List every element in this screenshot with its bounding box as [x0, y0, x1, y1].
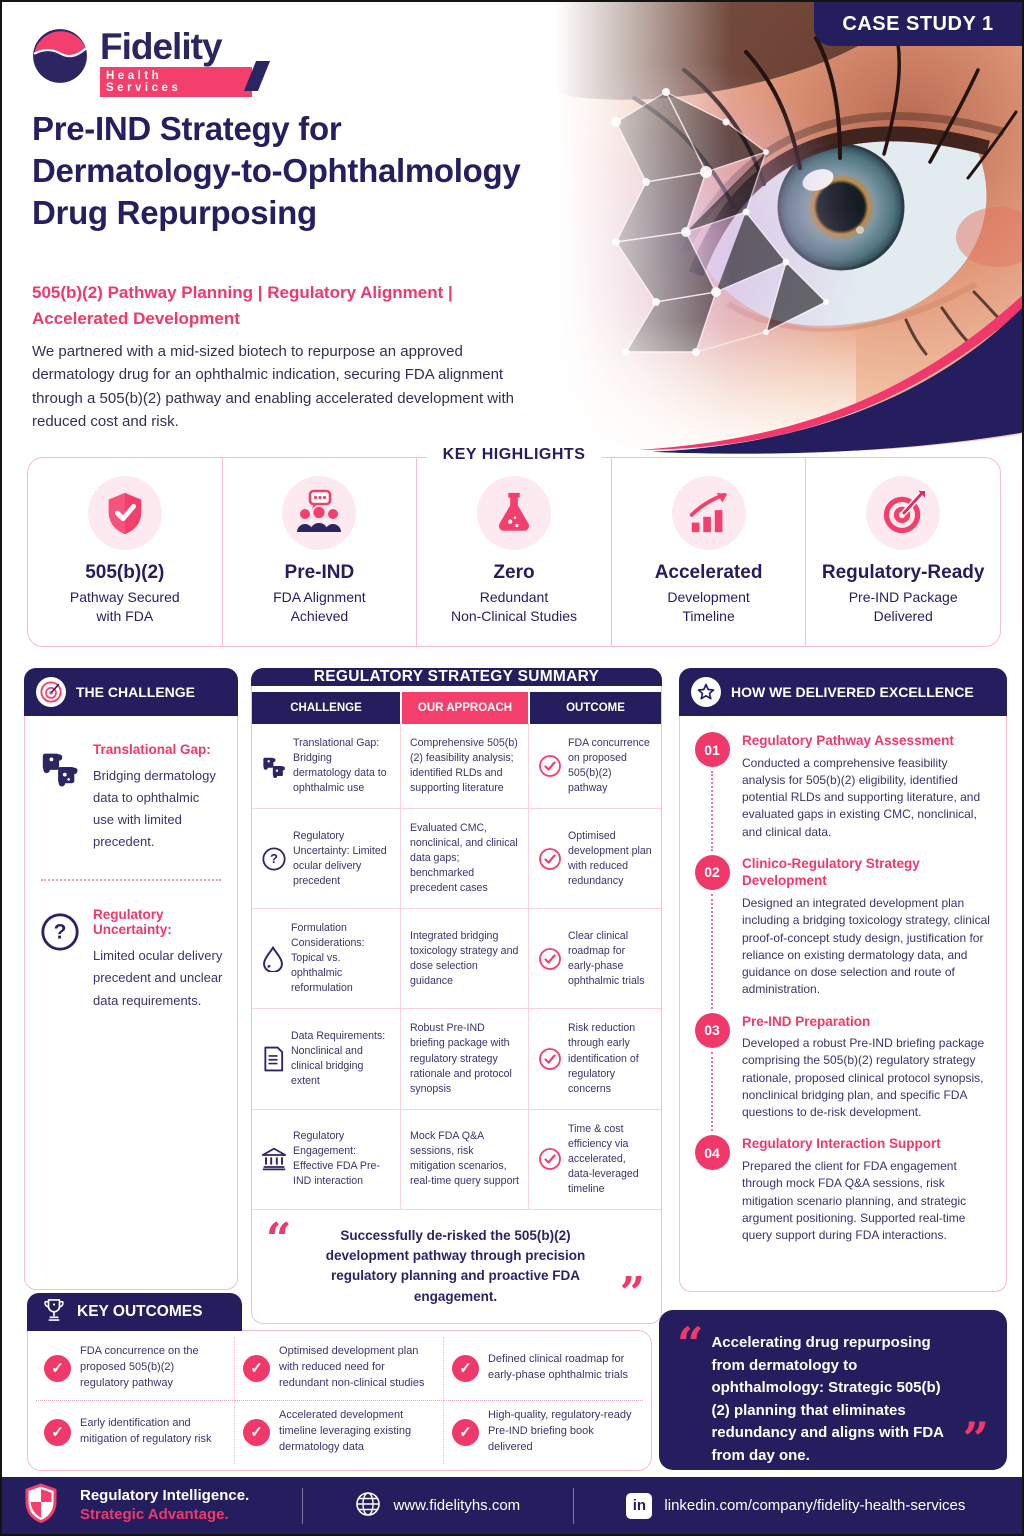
table-row: ? Regulatory Uncertainty: Limited ocular delivery precedent Evaluated CMC, nonclinical, and clinical data gaps; benchmarked precedent cases Optimised development plan with reduced redundancy [252, 809, 661, 909]
check-icon: ✓ [243, 1419, 270, 1446]
table-header-row [252, 692, 661, 724]
dotted-divider [41, 879, 221, 881]
logo-mark-icon [32, 28, 88, 89]
open-quote-icon: “ [677, 1317, 704, 1371]
page-subtitle: 505(b)(2) Pathway Planning | Regulatory Alignment | Accelerated Development [32, 283, 453, 328]
highlight-regulatory-ready: Regulatory-Ready Pre-IND Package Delivered [805, 458, 1000, 646]
check-icon: ✓ [44, 1419, 71, 1446]
check-icon: ✓ [452, 1419, 479, 1446]
footer-tagline: Regulatory Intelligence. Strategic Advantage. [80, 1486, 250, 1523]
close-quote-icon: ” [619, 1267, 645, 1319]
close-quote-icon: ” [962, 1412, 989, 1467]
flask-icon [477, 476, 551, 550]
table-row: Data Requirements: Nonclinical and clinical bridging extent Robust Pre-IND briefing package with regulatory strategy rationale and protocol synopsis Risk reduction through early identification of regulatory concerns [252, 1009, 661, 1109]
check-circle-icon [538, 847, 562, 871]
check-icon: ✓ [452, 1355, 479, 1382]
svg-text:?: ? [53, 921, 67, 945]
footer-divider [302, 1488, 303, 1524]
company-logo [32, 28, 252, 97]
puzzle-icon [39, 742, 83, 853]
outcome-item: ✓ High-quality, regulatory-ready Pre-IND briefing book delivered [444, 1401, 643, 1465]
excellence-step-3: 03 Pre-IND Preparation Developed a robust Pre-IND briefing package comprising the 505(b)(2) regulatory strategy rationale, proposed clinical protocol synopsis, nonclinical bridging plan, and specific FDA questions to de-risk development. [694, 1013, 992, 1136]
key-outcomes-header: KEY OUTCOMES [27, 1293, 242, 1331]
check-icon: ✓ [44, 1355, 71, 1382]
highlight-505b2: 505(b)(2) Pathway Secured with FDA [28, 458, 222, 646]
col-outcome: OUTCOME [528, 692, 661, 724]
challenge-title: THE CHALLENGE [76, 684, 195, 700]
excellence-step-4: 04 Regulatory Interaction Support Prepared the client for FDA engagement through mock FDA Q&A sessions, risk mitigation scenario planning, and strategic argument positioning. Supported real-time query support during FDA interactions. [694, 1135, 992, 1258]
intro-paragraph: We partnered with a mid-sized biotech to repurpose an approved dermatology drug for an ophthalmic indication, securing FDA alignment through a 505(b)(2) pathway and enabling accelerated development with reduced cost and risk. [32, 343, 514, 430]
excellence-section [679, 668, 1007, 1292]
target-icon [866, 476, 940, 550]
table-row: Translational Gap: Bridging dermatology data to ophthalmic use Comprehensive 505(b)(2) feasibility analysis; identified RLDs and supporting literature FDA concurrence on proposed 505(b)(2) pathway [252, 724, 661, 809]
col-challenge: CHALLENGE [252, 692, 400, 724]
document-icon [261, 1046, 285, 1072]
challenge-section [24, 668, 238, 1290]
trophy-icon [43, 1298, 65, 1327]
droplet-icon [261, 946, 285, 972]
growth-chart-icon [672, 476, 746, 550]
key-highlights-section [27, 446, 1001, 647]
footer [2, 1477, 1022, 1534]
strategy-summary-header: REGULATORY STRATEGY SUMMARY [251, 668, 662, 686]
puzzle-icon [261, 753, 287, 779]
challenge-item-translational-gap: Translational Gap: Bridging dermatology data to ophthalmic use with limited precedent. [39, 742, 223, 853]
shield-check-icon [88, 476, 162, 550]
target-ring-icon [36, 677, 66, 707]
people-chat-icon [282, 476, 356, 550]
check-circle-icon [538, 947, 562, 971]
star-icon [691, 677, 721, 707]
logo-tagline: Health Services [100, 67, 252, 97]
logo-name: Fidelity [100, 26, 222, 67]
closing-quote: “ Accelerating drug repurposing from dermatology to ophthalmology: Strategic 505(b)(2) planning that eliminates redundancy and aligns with FDA from day one. ” [659, 1310, 1007, 1470]
footer-linkedin[interactable]: in linkedin.com/company/fidelity-health-services [626, 1493, 965, 1519]
check-circle-icon [538, 1047, 562, 1071]
svg-text:?: ? [270, 850, 278, 866]
logo-slash-decor [244, 61, 270, 91]
check-icon: ✓ [243, 1355, 270, 1382]
page-title: Pre-IND Strategy for Dermatology-to-Ophthalmology Drug Repurposing [32, 110, 521, 232]
table-row: Regulatory Engagement: Effective FDA Pre-IND interaction Mock FDA Q&A sessions, risk mitigation scenarios, real-time query support Time & cost efficiency via accelerated, data-leveraged timeline [252, 1110, 661, 1210]
shield-icon [24, 1483, 58, 1528]
outcome-item: ✓ Defined clinical roadmap for early-phase ophthalmic trials [444, 1337, 643, 1401]
check-circle-icon [538, 754, 562, 778]
challenge-item-regulatory-uncertainty: ? Regulatory Uncertainty: Limited ocular delivery precedent and unclear data requirements. [39, 907, 223, 1011]
footer-divider [573, 1488, 574, 1524]
col-approach: OUR APPROACH [400, 692, 528, 724]
bank-icon [261, 1147, 287, 1171]
excellence-title: HOW WE DELIVERED EXCELLENCE [731, 684, 974, 700]
excellence-step-2: 02 Clinico-Regulatory Strategy Development Designed an integrated development plan including a bridging toxicology strategy, clinical proof-of-concept study design, justification for reliance on existing dermatology data, and guidance on dose selection and route of administration. [694, 855, 992, 1013]
outcome-item: ✓ Early identification and mitigation of regulatory risk [36, 1401, 235, 1465]
key-outcomes-grid [27, 1330, 652, 1471]
excellence-step-1: 01 Regulatory Pathway Assessment Conducted a comprehensive feasibility analysis for 505(b)(2) eligibility, identified potential RLDs and supporting literature, and evaluated gaps in existing CMC, nonclinical, and clinical data. [694, 732, 992, 855]
outcome-item: ✓ Optimised development plan with reduced need for redundant non-clinical studies [235, 1337, 444, 1401]
case-study-badge: CASE STUDY 1 [814, 2, 1022, 46]
highlight-accelerated: Accelerated Development Timeline [611, 458, 806, 646]
outcome-item: ✓ Accelerated development timeline leveraging existing dermatology data [235, 1401, 444, 1465]
highlight-zero-studies: Zero Redundant Non-Clinical Studies [416, 458, 611, 646]
question-icon [39, 907, 83, 1011]
open-quote-icon: “ [266, 1213, 292, 1265]
outcome-item: ✓ FDA concurrence on the proposed 505(b)(2) regulatory pathway [36, 1337, 235, 1401]
highlight-pre-ind: Pre-IND FDA Alignment Achieved [222, 458, 417, 646]
check-circle-icon [538, 1147, 562, 1171]
table-row: Formulation Considerations: Topical vs. ophthalmic reformulation Integrated bridging toxicology strategy and dose selection guidance Clear clinical roadmap for early-phase ophthalmic trials [252, 909, 661, 1009]
linkedin-icon: in [626, 1493, 652, 1519]
question-icon [261, 846, 287, 872]
key-highlights-title: KEY HIGHLIGHTS [427, 446, 602, 464]
strategy-summary-section [251, 668, 662, 1319]
strategy-quote: “ Successfully de-risked the 505(b)(2) development pathway through precision regulatory planning and proactive FDA engagement. ” [266, 1213, 645, 1319]
eye-photo [556, 2, 1024, 457]
footer-website[interactable]: www.fidelityhs.com [355, 1491, 520, 1521]
globe-icon [355, 1491, 381, 1521]
